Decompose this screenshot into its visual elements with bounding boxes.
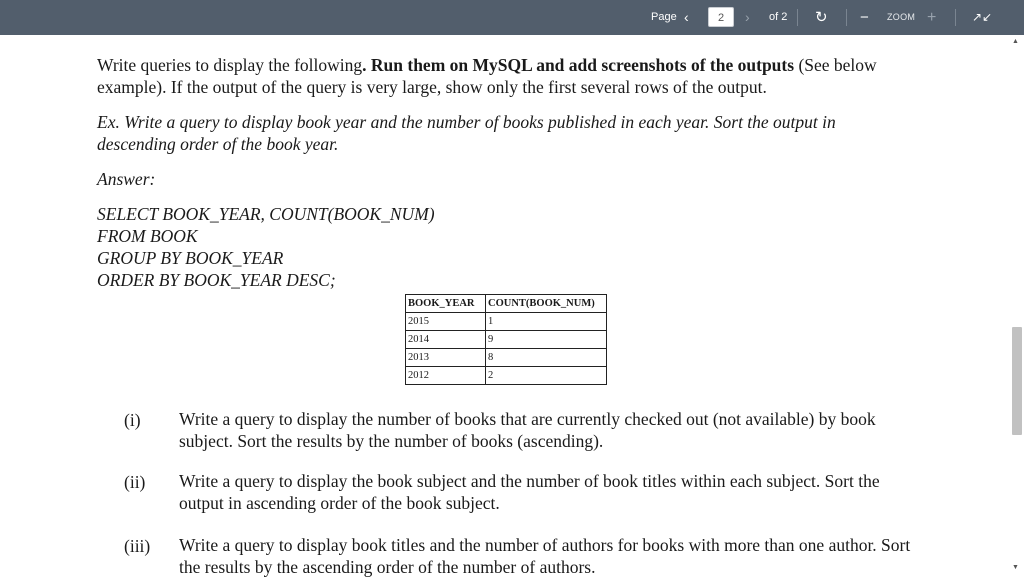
scroll-down-icon[interactable]: ▼ — [1012, 563, 1019, 571]
table-row — [406, 313, 607, 331]
table-header-row — [406, 295, 607, 313]
instructions-text: Write queries to display the following — [97, 55, 363, 75]
question-text: Write a query to display book titles and the number of authors for books with more than one author. Sort the results by the ascending order of the number of authors. — [179, 535, 911, 577]
table-cell: 1 — [486, 313, 607, 331]
page-number-input[interactable]: 2 — [708, 7, 734, 27]
zoom-out-icon[interactable]: − — [860, 9, 869, 26]
page-label: Page — [651, 11, 677, 23]
toolbar-divider — [955, 9, 956, 26]
viewer-toolbar — [0, 0, 1024, 35]
rotate-icon[interactable]: ↻ — [815, 9, 828, 26]
table-cell: 2013 — [406, 349, 486, 367]
table-cell: 9 — [486, 331, 607, 349]
sql-line: GROUP BY BOOK_YEAR — [97, 248, 284, 268]
table-cell: 2012 — [406, 367, 486, 385]
exit-fullscreen-icon[interactable]: ↗↙ — [972, 10, 993, 24]
table-cell: 8 — [486, 349, 607, 367]
query-result-table — [405, 294, 607, 385]
sql-line: ORDER BY BOOK_YEAR DESC; — [97, 270, 336, 290]
table-row — [406, 367, 607, 385]
scroll-up-icon[interactable]: ▲ — [1012, 37, 1019, 45]
scrollbar-thumb[interactable] — [1012, 327, 1022, 435]
table-cell: 2015 — [406, 313, 486, 331]
zoom-in-icon[interactable]: + — [927, 9, 937, 26]
question-number: (ii) — [124, 472, 146, 492]
previous-page-icon[interactable]: ‹ — [684, 9, 689, 25]
question-number: (i) — [124, 410, 141, 430]
question-number: (iii) — [124, 536, 151, 556]
example-paragraph: Ex. Write a query to display book year and the number of books published in each year. Sort the output in descending order of the book year. — [97, 112, 836, 154]
instructions-text-end: (See below example). If the output of the query is very large, show only the first several rows of the output. — [97, 55, 877, 97]
zoom-label: ZOOM — [887, 12, 916, 22]
table-row — [406, 331, 607, 349]
table-header-cell: BOOK_YEAR — [406, 295, 486, 313]
instructions-paragraph — [97, 54, 917, 98]
sql-line: FROM BOOK — [97, 226, 198, 246]
toolbar-divider — [797, 9, 798, 26]
answer-label: Answer: — [97, 169, 156, 189]
sql-line: SELECT BOOK_YEAR, COUNT(BOOK_NUM) — [97, 204, 435, 224]
next-page-icon[interactable]: › — [745, 9, 750, 25]
question-text: Write a query to display the number of books that are currently checked out (not available) by book subject. Sort the results by the number of books (ascending). — [179, 409, 876, 451]
instructions-bold-text: . Run them on MySQL and add screenshots of the outputs — [362, 55, 795, 75]
sql-code-block — [97, 203, 435, 291]
page-count-label: of 2 — [769, 11, 788, 23]
question-text: Write a query to display the book subject and the number of book titles within each subject. Sort the output in ascending order of the book subject. — [179, 471, 880, 513]
table-header-cell: COUNT(BOOK_NUM) — [486, 295, 607, 313]
table-cell: 2 — [486, 367, 607, 385]
toolbar-divider — [846, 9, 847, 26]
table-row — [406, 349, 607, 367]
table-cell: 2014 — [406, 331, 486, 349]
vertical-scrollbar[interactable] — [1008, 35, 1024, 576]
